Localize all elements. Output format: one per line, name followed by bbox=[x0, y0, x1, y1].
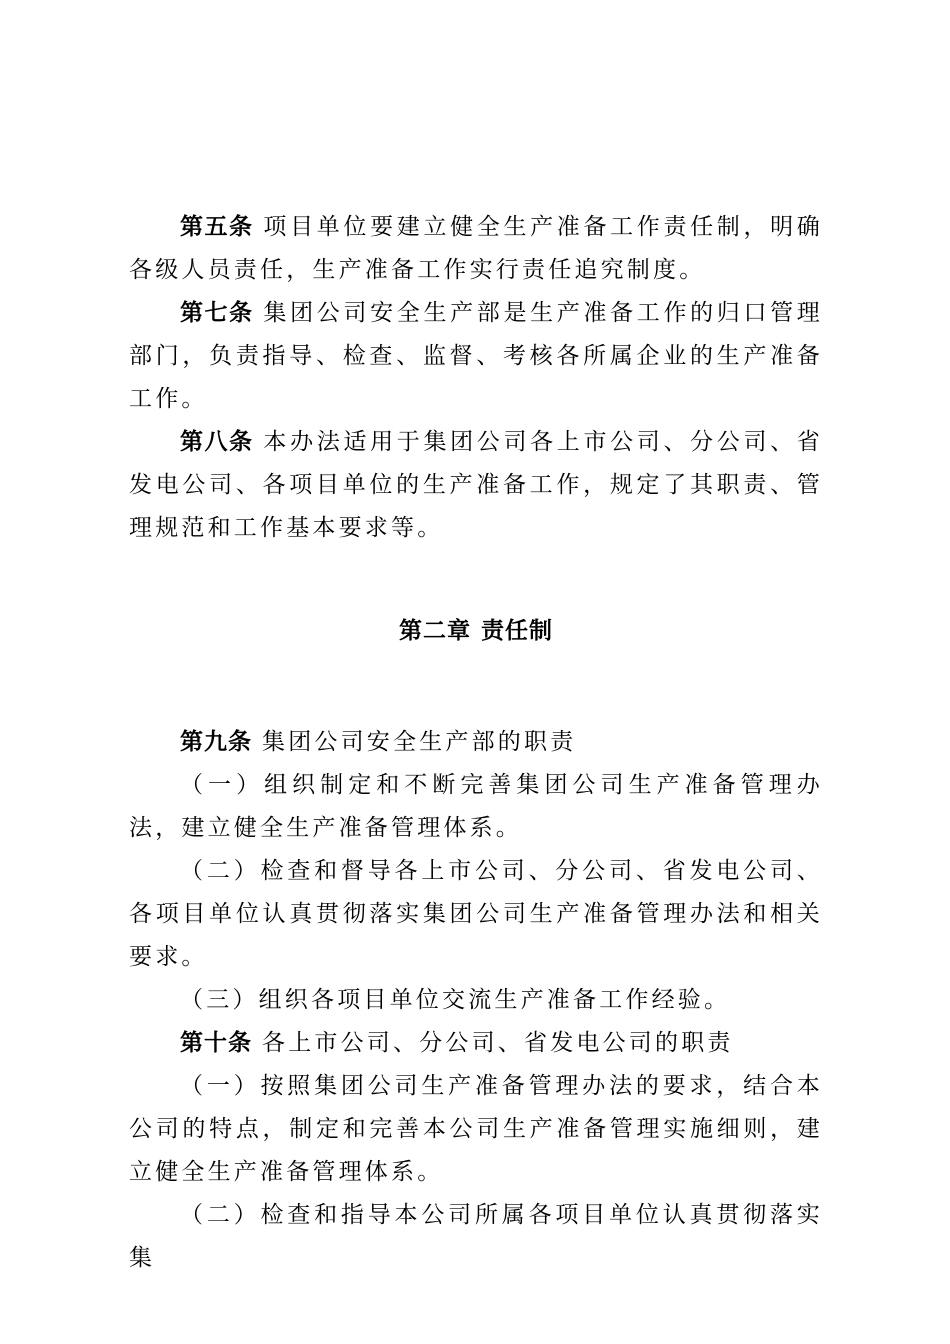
document-body bbox=[129, 206, 823, 1280]
article-label: 第九条 bbox=[180, 729, 252, 755]
chapter-number: 第二章 bbox=[399, 618, 471, 644]
article-8 bbox=[129, 421, 823, 550]
article-label: 第十条 bbox=[180, 1030, 252, 1056]
article-title: 集团公司安全生产部的职责 bbox=[262, 729, 577, 755]
article-title: 各上市公司、分公司、省发电公司的职责 bbox=[262, 1030, 734, 1056]
article-9-item-1: （一）组织制定和不断完善集团公司生产准备管理办法，建立健全生产准备管理体系。 bbox=[129, 772, 823, 841]
chapter-heading bbox=[129, 610, 823, 653]
article-9-heading bbox=[129, 721, 823, 764]
article-text: 本办法适用于集团公司各上市公司、分公司、省发电公司、各项目单位的生产准备工作，规定了其职责、管理规范和工作基本要求等。 bbox=[129, 429, 824, 541]
article-10-heading bbox=[129, 1022, 823, 1065]
article-5 bbox=[129, 206, 823, 292]
article-label: 第五条 bbox=[180, 214, 254, 240]
article-9-item-3: （三）组织各项目单位交流生产准备工作经验。 bbox=[180, 987, 731, 1013]
article-9-item-2: （二）检查和督导各上市公司、分公司、省发电公司、各项目单位认真贯彻落实集团公司生产准备管理办法和相关要求。 bbox=[129, 858, 823, 970]
chapter-title: 责任制 bbox=[481, 618, 553, 644]
article-7 bbox=[129, 292, 823, 421]
article-text: 集团公司安全生产部是生产准备工作的归口管理部门，负责指导、检查、监督、考核各所属企业的生产准备工作。 bbox=[129, 300, 824, 412]
article-label: 第七条 bbox=[180, 300, 254, 326]
article-10-item-1: （一）按照集团公司生产准备管理办法的要求，结合本公司的特点，制定和完善本公司生产准备管理实施细则，建立健全生产准备管理体系。 bbox=[129, 1073, 823, 1185]
article-10-item-2: （二）检查和指导本公司所属各项目单位认真贯彻落实集 bbox=[129, 1202, 823, 1271]
article-label: 第八条 bbox=[180, 429, 254, 455]
article-text: 项目单位要建立健全生产准备工作责任制，明确各级人员责任，生产准备工作实行责任追究制度。 bbox=[129, 214, 824, 283]
